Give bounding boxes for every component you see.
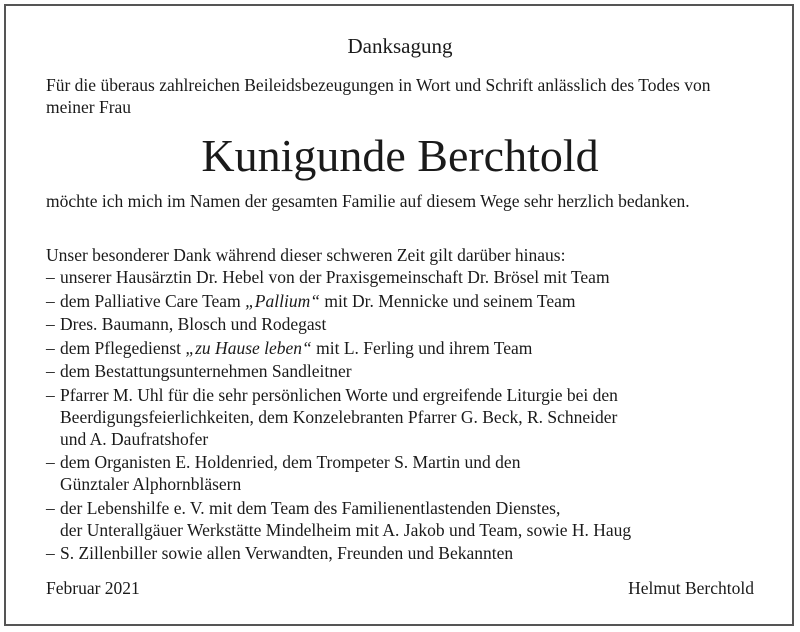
list-item-text: mit L. Ferling und ihrem Team [311,337,533,358]
list-dash: – [46,337,55,358]
list-dash: – [46,452,55,472]
list-dash: – [46,384,55,405]
list-item-line: unserer Hausärztin Dr. Hebel von der Praxisgemeinschaft Dr. Brösel mit Team [60,267,610,287]
list-item [46,384,766,450]
notice-heading: Danksagung [347,34,453,58]
list-item-text: mit Dr. Mennicke und seinem Team [319,290,576,311]
list-item-line: der Lebenshilfe e. V. mit dem Team des Familienentlastenden Dienstes, [60,497,561,518]
signature: Helmut Berchtold [628,578,754,598]
list-item-text: dem Pflegedienst [60,337,186,358]
list-item-text: dem Palliative Care Team [60,290,246,311]
italic-name: „zu Hause leben“ [185,337,312,358]
list-item [46,266,766,288]
list-dash: – [46,314,55,334]
list-item [46,451,766,495]
list-dash: – [46,290,55,311]
list-item-line: S. Zillenbiller sowie allen Verwandten, Freunden und Bekannten [60,543,514,563]
list-dash: – [46,497,55,518]
intro-text: Für die überaus zahlreichen Beileidsbezeugungen in Wort und Schrift anlässlich des Todes von meiner Frau [46,75,711,117]
list-item [46,542,766,564]
list-item-line: Günztaler Alphornbläsern [60,474,242,494]
list-dash: – [46,267,55,287]
list-item-line: dem Organisten E. Holdenried, dem Trompeter S. Martin und den [60,452,521,472]
list-item-line: der Unterallgäuer Werkstätte Mindelheim mit A. Jakob und Team, sowie H. Haug [60,519,632,540]
list-item-line: Pfarrer M. Uhl für die sehr persönlichen Worte und ergreifende Liturgie bei den [60,384,618,405]
list-item-line [60,337,766,359]
list-item-line: dem Bestattungsunternehmen Sandleitner [60,361,352,381]
list-dash: – [46,543,55,563]
list-item [46,497,766,541]
list-item [46,337,766,359]
list-intro-text: Unser besonderer Dank während dieser schweren Zeit gilt darüber hinaus: [46,245,566,265]
italic-name: „Pallium“ [245,290,320,311]
list-item-line [60,290,766,312]
list-dash: – [46,361,55,381]
notice-date: Februar 2021 [46,578,140,598]
list-item [46,313,766,335]
list-item [46,360,766,382]
list-item [46,290,766,312]
list-item-line: Beerdigungsfeierlichkeiten, dem Konzelebranten Pfarrer G. Beck, R. Schneider [60,406,618,427]
list-item-line: und A. Daufratshofer [60,428,209,449]
thanks-text: möchte ich mich im Namen der gesamten Familie auf diesem Wege sehr herzlich bedanken. [46,191,690,211]
list-item-line: Dres. Baumann, Blosch und Rodegast [60,314,327,334]
deceased-name: Kunigunde Berchtold [201,130,599,181]
thanks-list [46,266,766,566]
